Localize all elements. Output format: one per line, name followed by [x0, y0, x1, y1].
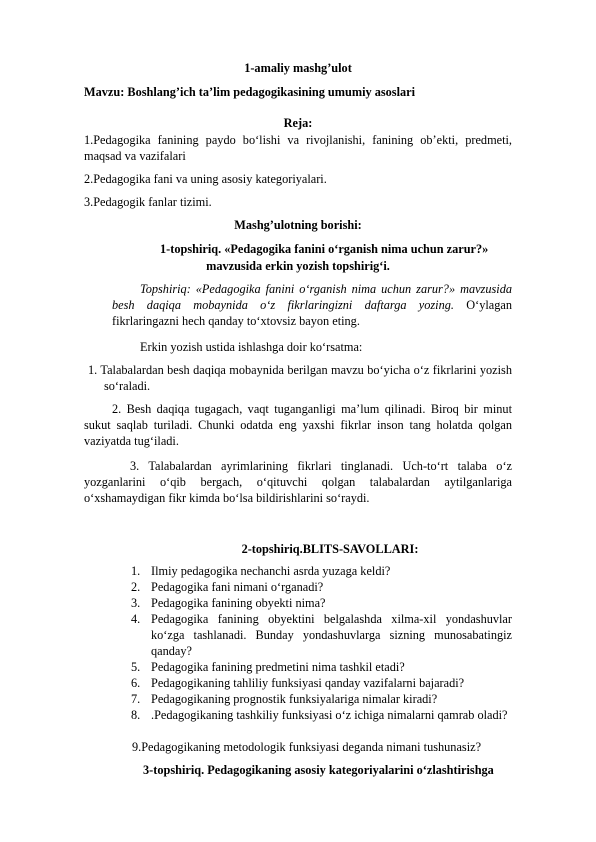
- blitz-question: 6. Pedagogikaning tahliliy funksiyasi qanday vazifalarni bajaradi?: [131, 676, 465, 690]
- task1-step-1: 1. Talabalardan besh daqiqa mobaynida berilgan mavzu bo‘yicha o‘z fikrlarini yozish so‘raladi.: [88, 363, 512, 393]
- task1-instruction-rest: O‘ylagan fikrlaringazni hech qanday to‘xtovsiz bayon eting.: [112, 298, 513, 328]
- blitz-question: 8. .Pedagogikaning tashkiliy funksiyasi o‘z ichiga nimalarni qamrab oladi?: [131, 708, 508, 722]
- blitz-question: 4. Pedagogika fanining obyektini belgalashda xilma-xil yondashuvlar ko‘zga tashlanadi. Bunday yondashuvlarga sizning munosabatingiz qanday?: [131, 612, 512, 658]
- blitz-question-list: [131, 563, 512, 723]
- task3-heading: 3-topshiriq. Pedagogikaning asosiy kategoriyalarini o‘zlashtirishga: [143, 763, 494, 777]
- blitz-question-9: 9.Pedagogikaning metodologik funksiyasi deganda nimani tushunasiz?: [132, 740, 482, 754]
- plan-heading: Reja:: [283, 116, 313, 130]
- task1-steps-intro: Erkin yozish ustida ishlashga doir ko‘rsatma:: [140, 340, 363, 354]
- document-title: 1-amaliy mashg’ulot: [244, 61, 352, 75]
- plan-item-1: 1.Pedagogika fanining paydo bo‘lishi va rivojlanishi, fanining ob’ekti, predmeti, maqsad va vazifalari: [84, 133, 512, 163]
- task1-instruction: [112, 281, 512, 329]
- task1-instruction-italic: Topshiriq: «Pedagogika fanini o‘rganish nima uchun zarur?» mavzusida besh daqiqa mobaynida o‘z fikrlaringizni daftarga yozing.: [112, 282, 512, 312]
- task1-step-2: 2. Besh daqiqa tugagach, vaqt tuganganligi ma’lum qilinadi. Biroq bir minut sukut saqlab turiladi. Chunki odatda eng yaxshi fikrlar inson tang holatda qolgan vaziyatda tug‘iladi.: [84, 402, 512, 448]
- progress-heading: Mashg’ulotning borishi:: [234, 218, 362, 232]
- blitz-question: 3. Pedagogika fanining obyekti nima?: [131, 596, 326, 610]
- topic-line: Mavzu: Boshlang’ich ta’lim pedagogikasining umumiy asoslari: [84, 85, 416, 99]
- plan-item-3: 3.Pedagogik fanlar tizimi.: [84, 195, 212, 209]
- blitz-question: 7. Pedagogikaning prognostik funksiyalariga nimalar kiradi?: [131, 692, 438, 706]
- blitz-question: 1. Ilmiy pedagogika nechanchi asrda yuzaga keldi?: [131, 564, 391, 578]
- task2-heading: 2-topshiriq.BLITS-SAVOLLARI:: [241, 542, 419, 556]
- task1-heading-line1: 1-topshiriq. «Pedagogika fanini o‘rganish nima uchun zarur?»: [160, 242, 489, 256]
- blitz-question: 5. Pedagogika fanining predmetini nima tashkil etadi?: [131, 660, 405, 674]
- task1-heading-line2: mavzusida erkin yozish topshirig‘i.: [206, 259, 390, 273]
- plan-item-2: 2.Pedagogika fani va uning asosiy kategoriyalari.: [84, 172, 327, 186]
- blitz-question: 2. Pedagogika fani nimani o‘rganadi?: [131, 580, 324, 594]
- task1-step-3: 3. Talabalardan ayrimlarining fikrlari tinglanadi. Uch-to‘rt talaba o‘z yozganlarini o‘qib bergach, o‘qituvchi qolgan talabalardan aytilganlariga o‘xshamaydigan fikr kimda bo‘lsa bildirishlarini so‘raydi.: [84, 459, 512, 505]
